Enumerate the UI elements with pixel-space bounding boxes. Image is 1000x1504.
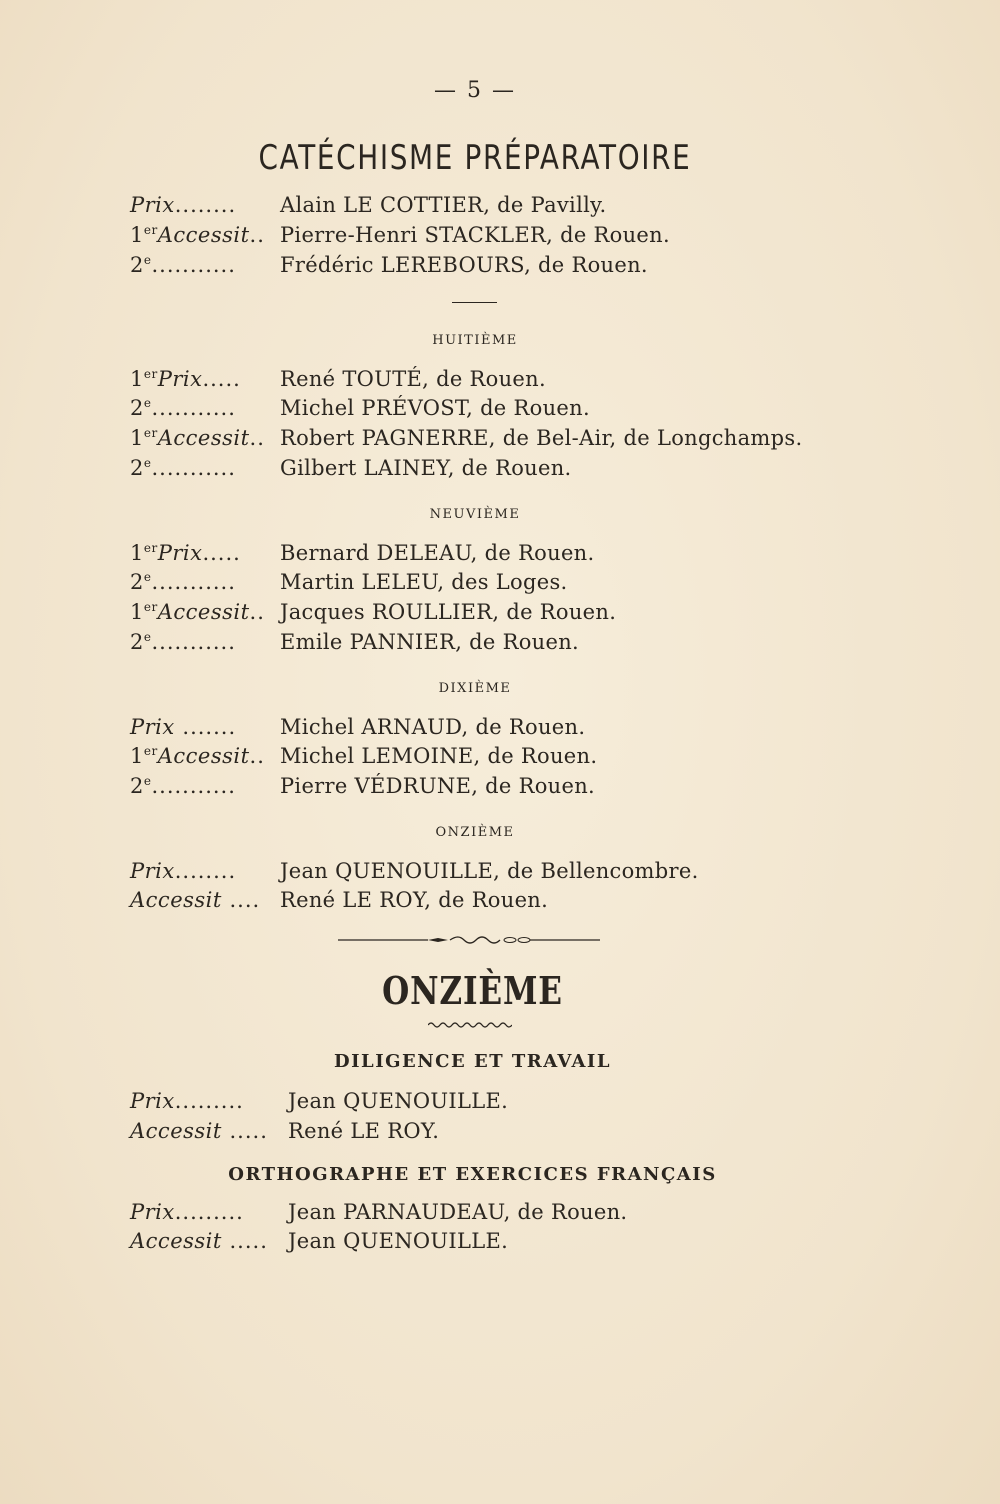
laureate-name: Michel ARNAUD, de Rouen. — [280, 715, 586, 739]
prize-label: 2e........... — [130, 774, 236, 798]
laureate-name: Michel PRÉVOST, de Rouen. — [280, 396, 590, 420]
laureate-name: Jean QUENOUILLE. — [288, 1229, 509, 1253]
prize-row — [130, 193, 606, 223]
prize-row — [130, 1229, 508, 1259]
prize-label: Accessit .... — [130, 888, 261, 912]
laureate-name: Pierre VÉDRUNE, de Rouen. — [280, 774, 596, 798]
prize-row — [130, 456, 572, 486]
laureate-name: Bernard DELEAU, de Rouen. — [280, 541, 595, 565]
laureate-name: Jean QUENOUILLE, de Bellencombre. — [280, 859, 699, 883]
prize-label: 1erAccessit.. — [130, 426, 265, 450]
prize-row — [130, 774, 595, 804]
section-title-orthographe: ORTHOGRAPHE ET EXERCICES FRANÇAIS — [228, 1164, 717, 1185]
prize-row — [130, 630, 579, 660]
prize-row — [130, 888, 548, 918]
laureate-name: Jean QUENOUILLE. — [288, 1089, 509, 1113]
prize-label: 1erAccessit.. — [130, 600, 265, 624]
separator-rule — [452, 302, 497, 303]
prize-row — [130, 1200, 627, 1230]
prize-label: Prix........ — [130, 859, 237, 883]
prize-row — [130, 1089, 508, 1119]
prize-row — [130, 744, 597, 774]
prize-label: 2e........... — [130, 456, 236, 480]
section-title-neuvieme: NEUVIÈME — [429, 507, 521, 522]
prize-label: 1erPrix..... — [130, 367, 241, 391]
prize-row — [130, 367, 546, 397]
prize-row — [130, 541, 594, 571]
laureate-name: Martin LELEU, des Loges. — [280, 570, 568, 594]
prize-row — [130, 859, 699, 889]
prize-label: Accessit ..... — [130, 1229, 268, 1253]
section-title-huitieme: HUITIÈME — [432, 333, 518, 348]
section-title-onzieme-small: ONZIÈME — [435, 825, 515, 840]
page-number: — 5 — — [434, 78, 516, 103]
ornament-rule — [338, 933, 600, 947]
prize-label: Accessit ..... — [130, 1119, 268, 1143]
prize-label: Prix ....... — [130, 715, 237, 739]
prize-row — [130, 253, 648, 283]
laureate-name: Emile PANNIER, de Rouen. — [280, 630, 580, 654]
laureate-name: René LE ROY. — [288, 1119, 440, 1143]
wavy-rule — [428, 1020, 512, 1030]
prize-row — [130, 715, 585, 745]
laureate-name: Gilbert LAINEY, de Rouen. — [280, 456, 572, 480]
prize-label: 1erAccessit.. — [130, 223, 265, 247]
laureate-name: Alain LE COTTIER, de Pavilly. — [280, 193, 607, 217]
laureate-name: Jacques ROULLIER, de Rouen. — [280, 600, 617, 624]
laureate-name: Jean PARNAUDEAU, de Rouen. — [288, 1200, 628, 1224]
prize-label: Prix......... — [130, 1200, 244, 1224]
section-title-dixieme: DIXIÈME — [438, 681, 512, 696]
section-title-onzieme-main: ONZIÈME — [382, 968, 563, 1013]
prize-label: 2e........... — [130, 570, 236, 594]
prize-label: 2e........... — [130, 396, 236, 420]
laureate-name: René LE ROY, de Rouen. — [280, 888, 549, 912]
section-title-catechisme: CATÉCHISME PRÉPARATOIRE — [258, 138, 692, 178]
prize-row — [130, 570, 568, 600]
laureate-name: René TOUTÉ, de Rouen. — [280, 367, 546, 391]
prize-label: 1erAccessit.. — [130, 744, 265, 768]
laureate-name: Robert PAGNERRE, de Bel-Air, de Longchamps. — [280, 426, 803, 450]
prize-label: Prix........ — [130, 193, 237, 217]
prize-row — [130, 1119, 439, 1149]
laureate-name: Pierre-Henri STACKLER, de Rouen. — [280, 223, 670, 247]
laureate-name: Frédéric LEREBOURS, de Rouen. — [280, 253, 648, 277]
section-title-diligence: DILIGENCE ET TRAVAIL — [334, 1051, 611, 1072]
prize-row — [130, 223, 670, 253]
prize-label: 2e........... — [130, 253, 236, 277]
laureate-name: Michel LEMOINE, de Rouen. — [280, 744, 598, 768]
prize-row — [130, 426, 802, 456]
prize-label: 2e........... — [130, 630, 236, 654]
prize-row — [130, 600, 616, 630]
prize-row — [130, 396, 590, 426]
prize-label: 1erPrix..... — [130, 541, 241, 565]
prize-label: Prix......... — [130, 1089, 244, 1113]
